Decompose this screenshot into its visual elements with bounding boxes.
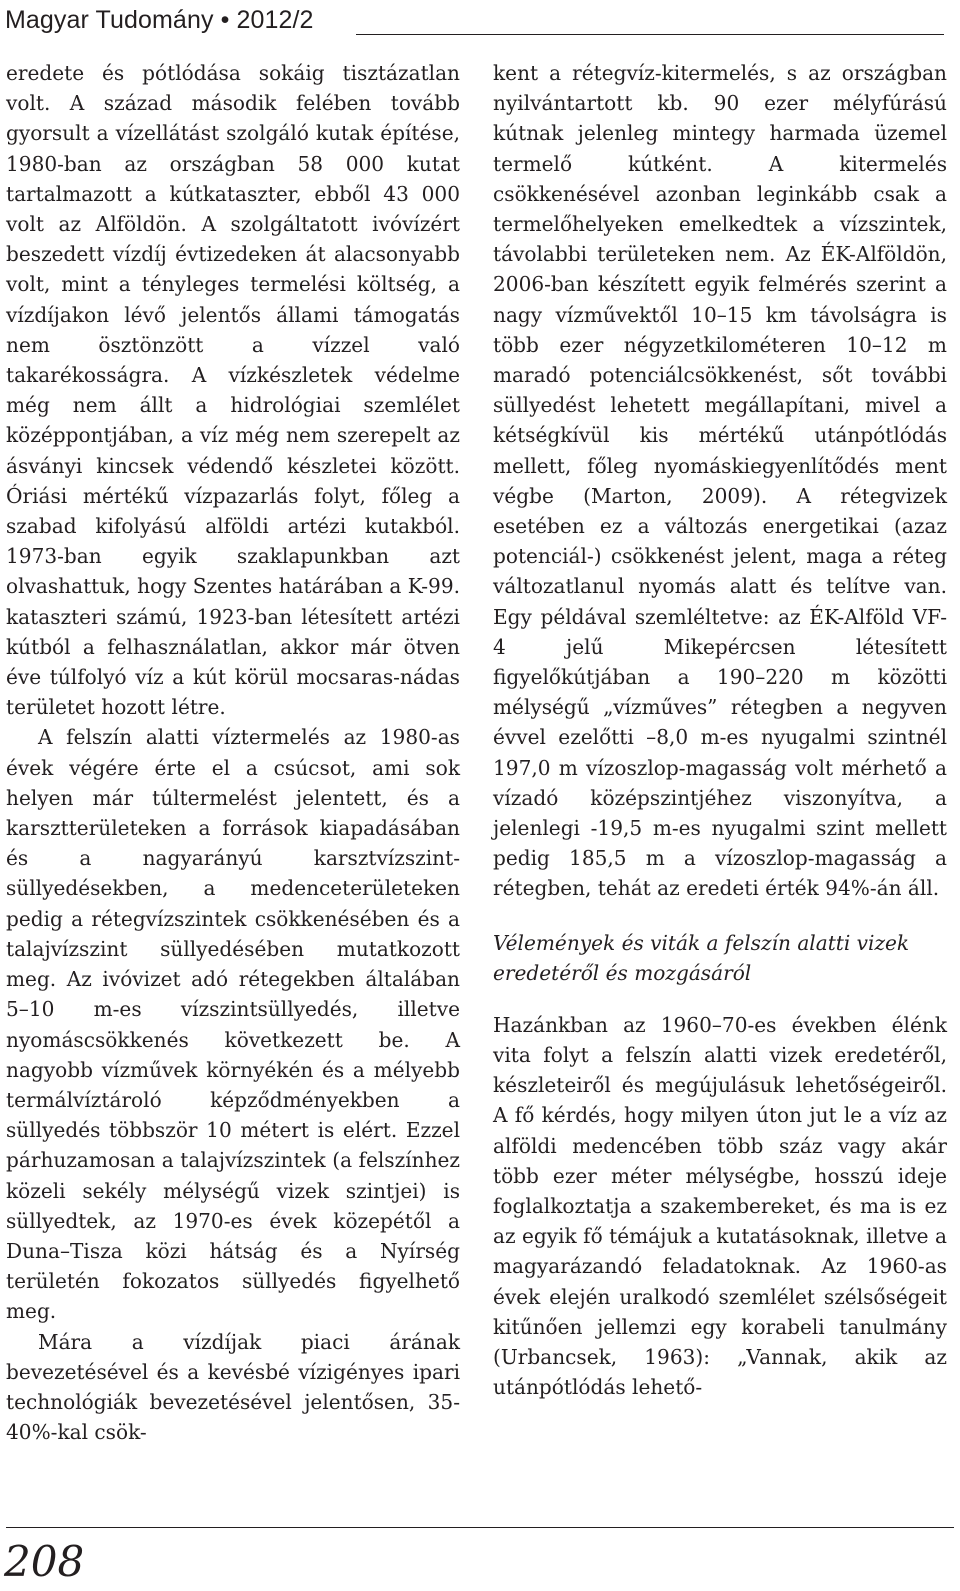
paragraph: kent a rétegvíz-kitermelés, s az országban nyilvántartott kb. 90 ezer mélyfúrású kútnak jelenleg mintegy harmada üzemel termelő kútként. A kitermelés csökkenésével azonban leginkább csak a termelőhelyeken emelkedtek a vízszintek, távolabbi területeken nem. Az ÉK-Alföldön, 2006-ban készített egyik felmérés szerint a nagy vízművektől 10–15 km távolságra is több ezer négyzetkilométeren 10–12 m maradó potenciálcsökkenést, sőt további süllyedést lehetett megállapítani, mivel a kétségkívül kis mértékű utánpótlódás mellett, főleg nyomáskiegyenlítődés ment végbe (Marton, 2009). A rétegvizek esetében ez a változás energetikai (azaz potenciál-) csökkenést jelent, maga a réteg változatlanul nyomás alatt és telítve van. Egy példával szemléltetve: az ÉK-Alföld VF-4 jelű Mikepércsen létesített figyelőkútjában a 190–220 m közötti mélységű „vízműves” rétegben a negyven évvel ezelőtti –8,0 m-es nyugalmi szintnél 197,0 m vízoszlop-magasság volt mérhető a vízadó középszintjéhez viszonyítva, a jelenlegi -19,5 m-es nyugalmi szint mellett pedig 185,5 m a vízoszlop-magasság a rétegben, tehát az eredeti érték 94%-án áll. — [493, 61, 947, 901]
right-column — [493, 58, 947, 1402]
paragraph: A felszín alatti víztermelés az 1980-as évek végére érte el a csúcsot, ami sok helyen már túltermelést jelentett, és a karsztterületeken a források kiapadásában és a nagyarányú karsztvízszint-süllyedésekben, a medenceterületeken pedig a rétegvízszintek csökkenésében és a talajvízszint süllyedésében mutatkozott meg. Az ivóvizet adó rétegekben általában 5–10 m-es vízszintsüllyedés, illetve nyomáscsökkenés következett be. A nagyobb vízművek környékén és a mélyebb termálvíztároló képződményekben a süllyedés többször 10 métert is elért. Ezzel párhuzamosan a talajvízszintek (a felszínhez közeli sekély mélységű vizek szintjei) is süllyedtek, az 1970-es évek közepétől a Duna–Tisza közi hátság és a Nyírség területén fokozatos süllyedés figyelhető meg. — [6, 725, 460, 1324]
header-rule — [356, 34, 944, 35]
paragraph: Hazánkban az 1960–70-es években élénk vita folyt a felszín alatti vizek eredetéről, készleteiről és megújulásuk lehetőségeiről. A fő kérdés, hogy milyen úton jut le a víz az alföldi medencében több száz vagy akár több ezer méter mélységbe, hosszú ideje foglalkoztatja a szakembereket, és ma is ez az egyik fő témájuk a kutatásoknak, illetve a magyarázandó feladatoknak. Az 1960-as évek elején uralkodó szemlélet szélsőségeit kitűnően jellemzi egy korabeli tanulmány (Urbancsek, 1963): „Vannak, akik az utánpótlódás lehető- — [493, 1012, 947, 1400]
paragraph: eredete és pótlódása sokáig tisztázatlan volt. A század második felében tovább gyorsult a vízellátást szolgáló kutak építése, 1980-ban az országban 58 000 kutat tartalmazott a kútkataszter, ebből 43 000 volt az Alföldön. A szolgáltatott ivóvízért beszedett vízdíj évtizedeken át alacsonyabb volt, mint a tényleges termelési költség, a vízdíjakon lévő jelentős állami támogatás nem ösztönzött a vízzel való takarékosságra. A vízkészletek védelme még nem állt a hidrológiai szemlélet középpontjában, a víz még nem szerepelt az ásványi kincsek védendő készletei között. Óriási mértékű vízpazarlás folyt, főleg a szabad kifolyású alföldi artézi kutakból. 1973-ban egyik szaklapunkban azt olvashattuk, hogy Szentes határában a K-99. kataszteri számú, 1923-ban létesített artézi kútból a felhasználatlan, akkor már ötven éve túlfolyó víz a kút körül mocsaras-nádas területet hozott létre. — [6, 61, 461, 720]
running-header — [0, 6, 960, 46]
section-subheading: Vélemények és viták a felszín alatti vizek eredetéről és mozgásáról — [493, 930, 910, 985]
paragraph: Mára a vízdíjak piaci árának bevezetésével és a kevésbé vízigényes ipari technológiák bevezetésével jelentősen, 35-40%-kal csök- — [6, 1329, 460, 1445]
page-number: 208 — [4, 1537, 85, 1586]
journal-title: Magyar Tudomány • 2012/2 — [5, 6, 314, 34]
left-column — [6, 58, 460, 1447]
footer-rule — [6, 1527, 954, 1528]
